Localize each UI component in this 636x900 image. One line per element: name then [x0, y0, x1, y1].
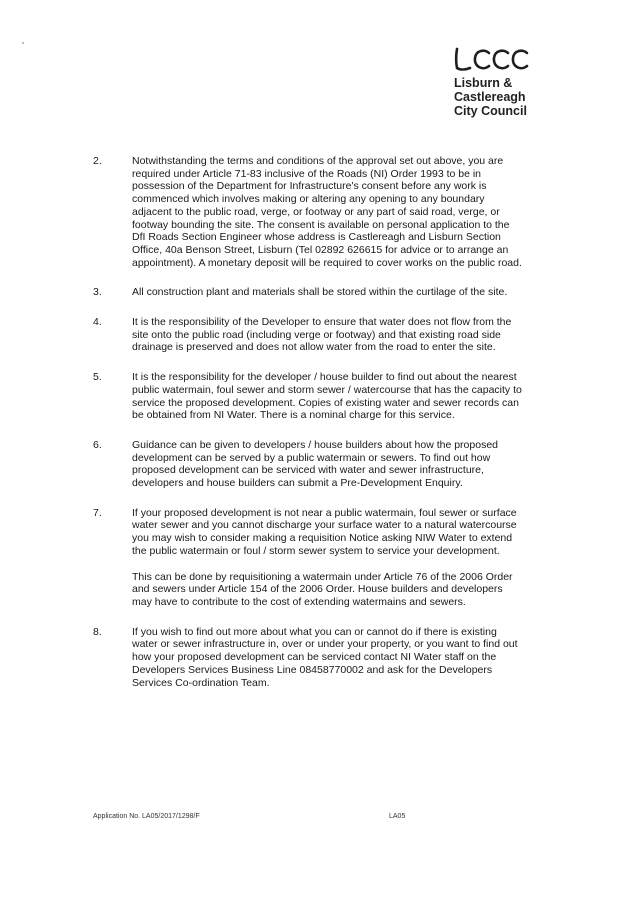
- scan-speck: [22, 42, 24, 44]
- list-item: [93, 155, 523, 269]
- item-number: 6.: [93, 438, 102, 451]
- item-text: Guidance can be given to developers / house builders about how the proposed development can be served by a public watermain or sewers. To find out how proposed development can be serviced with water and sewer infrastructure, developers and house builders can submit a Pre-Development Enquiry.: [132, 438, 499, 490]
- item-number: 5.: [93, 371, 102, 384]
- item-text: Notwithstanding the terms and conditions of the approval set out above, you are required under Article 71-83 inclusive of the Roads (NI) Order 1993 to be in possession of the Department for Infrastructure's consent before any work is commenced which involves making or altering any opening to any boundary adjacent to the public road, verge, or footway or any part of said road, verge, or footway bounding the site. The consent is available on personal application to the DfI Roads Section Engineer whose address is Castlereagh and Lisburn Section Office, 40a Benson Street, Lisburn (Tel 02892 626615 for advice or to arrange an appointment). A monetary deposit will be required to cover works on the public road.: [132, 155, 522, 269]
- list-item: [93, 507, 523, 609]
- item-text: This can be done by requisitioning a watermain under Article 76 of the 2006 Order and sewers under Article 154 of the 2006 Order. House builders and developers may have to contribute to the cost of extending watermains and sewers.: [132, 570, 513, 608]
- council-logo: [452, 46, 572, 118]
- lccc-logo-icon: [452, 46, 536, 74]
- item-text: It is the responsibility of the Developer to ensure that water does not flow from the site onto the public road (including verge or footway) and that existing road side drainage is preserved and does not allow water from the road to enter the site.: [132, 316, 512, 354]
- council-name-line: Lisburn &: [454, 76, 513, 90]
- item-text: If you wish to find out more about what you can or cannot do if there is existing water or sewer infrastructure in, over or under your property, or you want to find out how your proposed development can be serviced contact NI Water staff on the Developers Services Business Line 08458770002 and ask for the Developers Services Co-ordination Team.: [132, 625, 518, 689]
- list-item: [93, 316, 523, 354]
- item-number: 2.: [93, 155, 102, 167]
- list-item: [93, 626, 523, 690]
- list-item: [93, 286, 523, 299]
- application-number: Application No. LA05/2017/1298/F: [93, 813, 200, 820]
- office-code: LA05: [389, 813, 406, 820]
- council-name: [454, 76, 572, 118]
- item-text: If your proposed development is not near a public watermain, foul sewer or surface water sewer and you cannot discharge your surface water to a natural watercourse you may wish to consider making a requisition Notice asking NIW Water to extend the public watermain or foul / storm sewer system to service your development.: [132, 506, 517, 557]
- item-number: 4.: [93, 316, 102, 329]
- council-name-line: City Council: [454, 104, 527, 118]
- item-number: 7.: [93, 506, 102, 519]
- council-name-line: Castlereagh: [454, 90, 526, 104]
- item-text: It is the responsibility for the developer / house builder to find out about the nearest public watermain, foul sewer and storm sewer / watercourse that has the capacity to service the proposed development. Copies of existing water and sewer records can be obtained from NI Water. There is a nominal charge for this service.: [132, 371, 522, 422]
- item-number: 3.: [93, 286, 102, 299]
- list-item: [93, 439, 523, 490]
- conditions-list: [93, 155, 523, 706]
- item-number: 8.: [93, 625, 102, 638]
- list-item: [93, 371, 523, 422]
- item-text: All construction plant and materials shall be stored within the curtilage of the site.: [132, 286, 508, 299]
